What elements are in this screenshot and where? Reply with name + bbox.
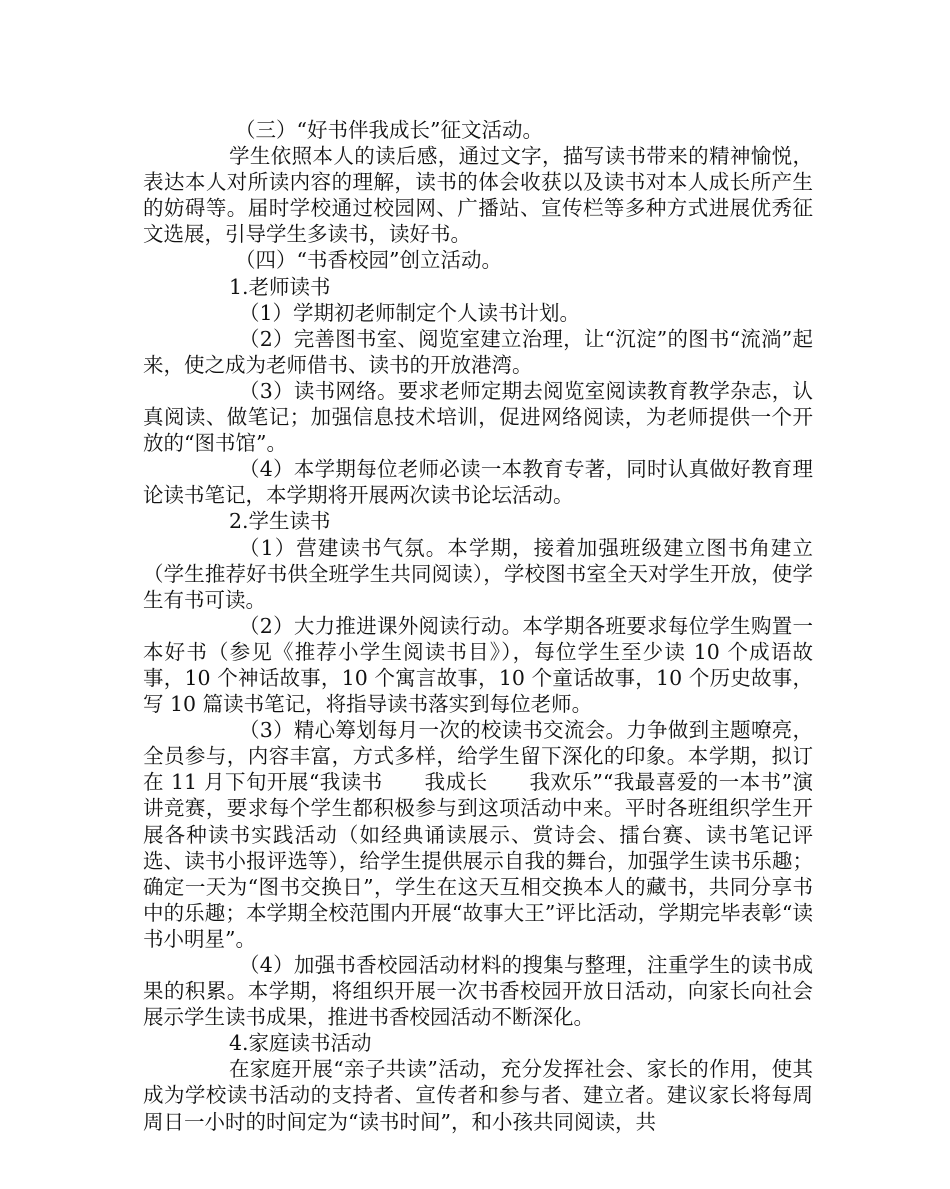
list-item-student-3: （3）精心筹划每月一次的校读书交流会。力争做到主题嘹亮，全员参与，内容丰富，方式多样，给学生留下深化的印象。本学期，拟订在 11 月下旬开展“我读书 我成长 我欢乐”“我最喜爱的一本书”演讲竞赛，要求每个学生都积极参与到这项活动中来。平时各班组织学生开展各种读书实践活动（如经典诵读展示、赏诗会、擂台赛、读书笔记评选、读书小报评选等），给学生提供展示自我的舞台，加强学生读书乐趣；确定一天为“图书交换日”，学生在这天互相交换本人的藏书，共同分享书中的乐趣；本学期全校范围内开展“故事大王”评比活动，学期完毕表彰“读书小明星”。	[143, 718, 813, 951]
list-item-student-4: （4）加强书香校园活动材料的搜集与整理，注重学生的读书成果的积累。本学期，将组织开展一次书香校园开放日活动，向家长向社会展示学生读书成果，推进书香校园活动不断深化。	[143, 953, 813, 1030]
document-body	[143, 117, 813, 1135]
subheading-family-reading: 4.家庭读书活动	[229, 1031, 372, 1056]
subheading-student-reading: 2.学生读书	[229, 509, 331, 534]
list-item-student-2: （2）大力推进课外阅读行动。本学期各班要求每位学生购置一本好书（参见《推荐小学生阅读书目》），每位学生至少读 10 个成语故事，10 个神话故事，10 个寓言故事，10 个童话故事，10 个历史故事，写 10 篇读书笔记，将指导读书落实到每位老师。	[143, 613, 813, 717]
section-heading-campus: （四）“书香校园”创立活动。	[235, 248, 502, 273]
list-item-teacher-2: （2）完善图书室、阅览室建立治理，让“沉淀”的图书“流淌”起来，使之成为老师借书、读书的开放港湾。	[143, 326, 813, 377]
paragraph-family-reading: 在家庭开展“亲子共读”活动，充分发挥社会、家长的作用，使其成为学校读书活动的支持者、宣传者和参与者、建立者。建议家长将每周周日一小时的时间定为“读书时间”，和小孩共同阅读，共	[143, 1057, 813, 1134]
paragraph-essay-description: 学生依照本人的读后感，通过文字，描写读书带来的精神愉悦，表达本人对所读内容的理解，读书的体会收获以及读书对本人成长所产生的妨碍等。届时学校通过校园网、广播站、宣传栏等多种方式进展优秀征文选展，引导学生多读书，读好书。	[143, 144, 813, 247]
list-item-teacher-3: （3）读书网络。要求老师定期去阅览室阅读教育教学杂志，认真阅读、做笔记；加强信息技术培训，促进网络阅读，为老师提供一个开放的“图书馆”。	[143, 378, 813, 456]
section-heading-essay: （三）“好书伴我成长”征文活动。	[235, 118, 543, 142]
list-item-teacher-1: （1）学期初老师制定个人读书计划。	[239, 300, 581, 325]
subheading-teacher-reading: 1.老师读书	[229, 274, 331, 299]
list-item-teacher-4: （4）本学期每位老师必读一本教育专著，同时认真做好教育理论读书笔记，本学期将开展两次读书论坛活动。	[143, 457, 813, 508]
list-item-student-1: （1）营建读书气氛。本学期，接着加强班级建立图书角建立（学生推荐好书供全班学生共同阅读），学校图书室全天对学生开放，使学生有书可读。	[143, 535, 813, 612]
